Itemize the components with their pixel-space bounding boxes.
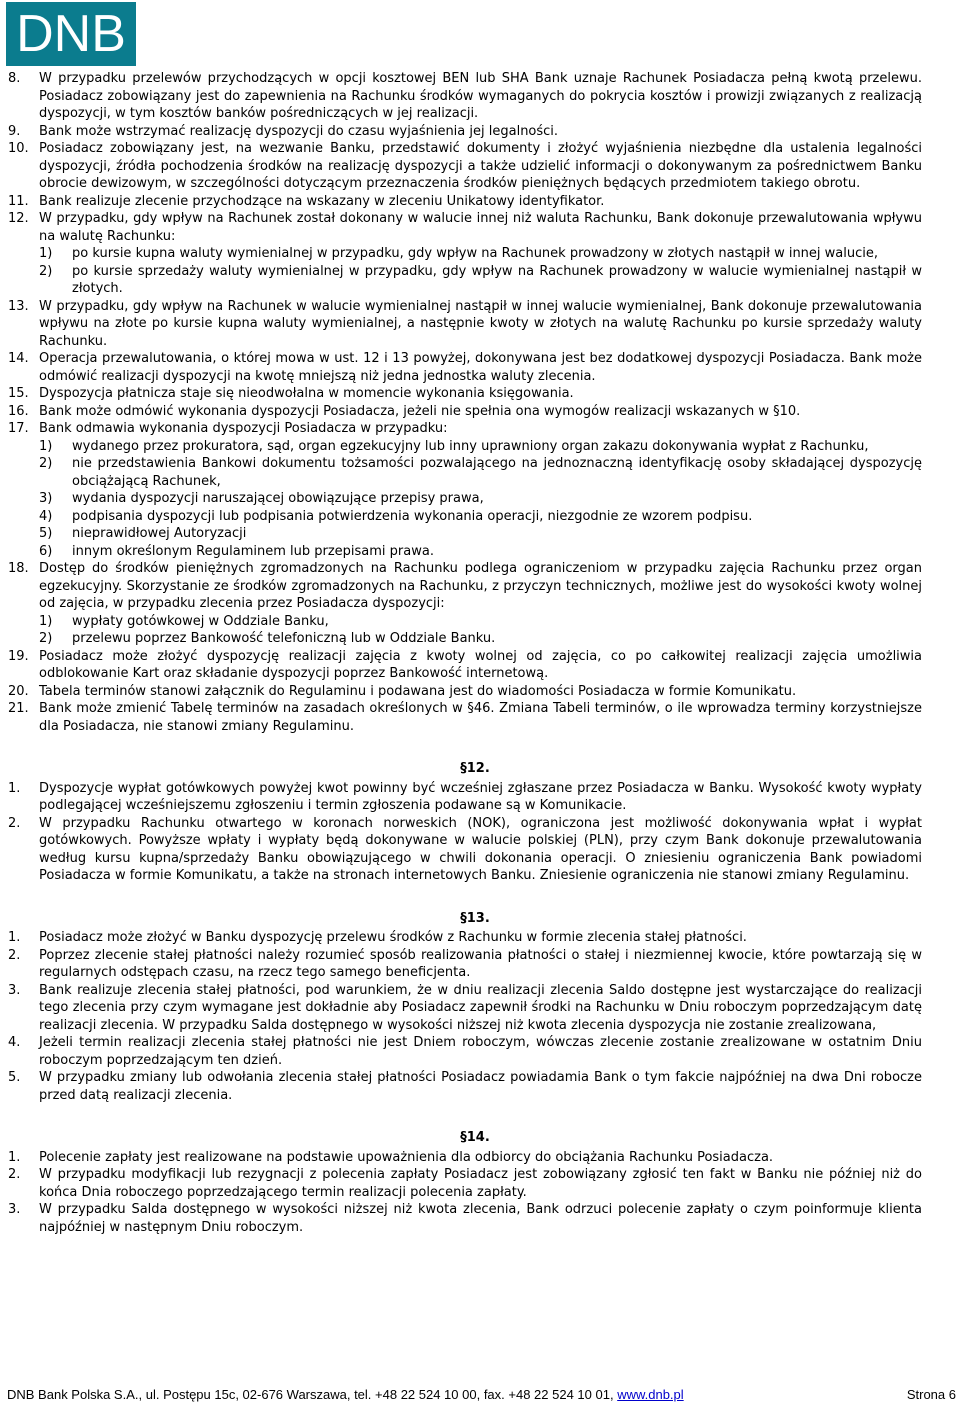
numbered-paragraph <box>8 982 922 1035</box>
numbered-paragraph <box>8 140 922 193</box>
paragraph-text: W przypadku Rachunku otwartego w koronach norweskich (NOK), ograniczona jest możliwość dokonywania wpłat i wypłat gotówkowych. Powyższe wpłaty i wypłaty będą dokonywane w walucie polskiej (PLN), przy czym Bank dokonuje przewalutowania według kursu kupna/sprzedaży Banku obowiązującego w chwili dokonania operacji. O zniesieniu ograniczenia Bank powiadomi Posiadacza w formie Komunikatu, a także na stronach internetowych Banku. Zniesienie ograniczenia nie stanowi zmiany Regulaminu. <box>39 815 922 883</box>
numbered-paragraph <box>8 403 922 421</box>
sub-point-text: przelewu poprzez Bankowość telefoniczną lub w Oddziale Banku. <box>72 631 496 646</box>
section-heading: §12. <box>460 761 490 776</box>
paragraph-number: 1. <box>8 780 21 796</box>
page-number: Strona 6 <box>906 1387 956 1402</box>
numbered-paragraph <box>8 420 922 560</box>
dnb-logo <box>6 2 136 66</box>
sub-point-number: 1) <box>39 613 53 629</box>
paragraph-number: 21. <box>8 701 29 716</box>
paragraph-number: 10. <box>8 141 29 156</box>
paragraph-text: Bank realizuje zlecenie przychodzące na wskazany w zleceniu Unikatowy identyfikator. <box>39 193 605 209</box>
sub-point-number: 6) <box>39 543 53 559</box>
sub-point <box>39 630 922 648</box>
numbered-paragraph <box>8 350 922 385</box>
sub-point-number: 1) <box>39 438 53 454</box>
sub-point-text: wydanego przez prokuratora, sąd, organ egzekucyjny lub inny uprawniony organ zakazu dokonywania wypłat z Rachunku, <box>72 438 869 454</box>
paragraph-number: 12. <box>8 211 29 226</box>
paragraph-text: W przypadku przelewów przychodzących w opcji kosztowej BEN lub SHA Bank uznaje Rachunek Posiadacza pełną kwotą przelewu. Posiadacz zobowiązany jest do zapewnienia na Rachunku środków wymaganych do pokrycia kosztów i prowizji związanych z realizacją dyspozycji, w tym kosztów banków pośredniczących w jej realizacji. <box>39 71 922 121</box>
footer-website-link[interactable]: www.dnb.pl <box>617 1387 684 1402</box>
paragraph-number: 3. <box>8 982 21 998</box>
paragraph-text: Dyspozycja płatnicza staje się nieodwołalna w momencie wykonania księgowania. <box>39 386 574 401</box>
sub-point <box>39 263 922 298</box>
paragraph-number: 17. <box>8 421 29 436</box>
paragraph-number: 4. <box>8 1035 21 1050</box>
sub-point <box>39 490 922 508</box>
paragraph-number: 15. <box>8 386 29 401</box>
document-body <box>8 70 922 1236</box>
sub-point-number: 3) <box>39 491 53 506</box>
paragraph-text: W przypadku zmiany lub odwołania zlecenia stałej płatności Posiadacz powiadamia Bank o tym fakcie najpóźniej na dwa Dni robocze przed datą realizacji zlecenia. <box>39 1070 922 1103</box>
numbered-paragraph <box>8 298 922 351</box>
paragraph-text: W przypadku Salda dostępnego w wysokości niższej niż kwota zlecenia, Bank odrzuci polecenie zapłaty o czym poinformuje klienta najpóźniej w następnym Dniu roboczym. <box>39 1202 922 1235</box>
numbered-paragraph <box>8 929 922 947</box>
sub-point-text: wydania dyspozycji naruszającej obowiązujące przepisy prawa, <box>72 491 484 506</box>
paragraph-number: 20. <box>8 683 29 699</box>
paragraph-text: Posiadacz zobowiązany jest, na wezwanie Banku, przedstawić dokumenty i złożyć wyjaśnienia niezbędne dla ustalenia legalności dyspozycji, źródła pochodzenia środków na realizację dyspozycji a także udzielić informacji o dokonywanym za pośrednictwem Banku obrocie dewizowym, w szczególności dotyczącym przeznaczenia środków pieniężnych będących przedmiotem takiego obrotu. <box>39 141 922 191</box>
numbered-paragraph <box>8 1069 922 1104</box>
sub-point <box>39 438 922 456</box>
paragraph-text: Dyspozycje wypłat gotówkowych powyżej kwot powinny być wcześniej zgłaszane przez Posiadacza w Banku. Wysokość kwoty wypłaty podlegającej wcześniejszemu zgłoszeniu i termin zgłoszenia podawane są w Komunikacie. <box>39 780 922 813</box>
paragraph-text: Operacja przewalutowania, o której mowa w ust. 12 i 13 powyżej, dokonywana jest bez dodatkowej dyspozycji Posiadacza. Bank może odmówić realizacji dyspozycji na kwotę mniejszą niż jedna jednostka waluty zlecenia. <box>39 351 922 384</box>
sub-point-number: 2) <box>39 631 53 646</box>
paragraph-number: 11. <box>8 193 29 209</box>
paragraph-number: 1. <box>8 1149 21 1165</box>
sub-point-number: 5) <box>39 526 53 541</box>
paragraph-number: 14. <box>8 351 29 366</box>
paragraph-number: 2. <box>8 947 21 963</box>
paragraph-text: W przypadku modyfikacji lub rezygnacji z polecenia zapłaty Posiadacz jest zobowiązany zgłosić ten fakt w Banku nie później niż do końca Dnia roboczego poprzedzającego termin realizacji polecenia zapłaty. <box>39 1167 922 1200</box>
sub-point <box>39 508 922 526</box>
paragraph-number: 19. <box>8 648 29 664</box>
paragraph-text: Dostęp do środków pieniężnych zgromadzonych na Rachunku podlega ograniczeniom w przypadku zajęcia Rachunku przez organ egzekucyjny. Skorzystanie ze środków zgromadzonych na Rachunku, z przyczyn technicznych, możliwe jest do wysokości kwoty wolnej od zajęcia, w przypadku zlecenia przez Posiadacza dyspozycji: <box>39 561 922 611</box>
paragraph-text: Bank realizuje zlecenia stałej płatności, pod warunkiem, że w dniu realizacji zlecenia Saldo dostępne jest wystarczające do realizacji tego zlecenia przy czym wymagane jest dokładnie aby Posiadacz zapewnił środki na Rachunku w Dniu roboczym poprzedzającym datę realizacji zlecenia. W przypadku Salda dostępnego w wysokości niższej niż kwota zlecenia dyspozycja nie zostanie zrealizowana, <box>39 982 922 1033</box>
footer-address-line <box>7 1386 684 1404</box>
numbered-paragraph <box>8 210 922 298</box>
paragraph-text: Polecenie zapłaty jest realizowane na podstawie upoważnienia dla odbiorcy do obciążania Rachunku Posiadacza. <box>39 1149 774 1165</box>
numbered-paragraph <box>8 560 922 648</box>
sub-point-text: nie przedstawienia Bankowi dokumentu tożsamości pozwalającego na jednoznaczną identyfikację osoby składającej dyspozycję obciążającą Rachunek, <box>72 456 922 489</box>
paragraph-text: W przypadku, gdy wpływ na Rachunek w walucie wymienialnej nastąpił w innej walucie wymienialnej, Bank dokonuje przewalutowania wpływu na złote po kursie kupna waluty wymienialnej, a następnie kwoty w złotych na walutę Rachunku po kursie sprzedaży waluty Rachunku. <box>39 298 922 349</box>
numbered-paragraph <box>8 815 922 885</box>
sub-point-number: 2) <box>39 263 53 279</box>
paragraph-number: 2. <box>8 1167 21 1182</box>
paragraph-number: 16. <box>8 403 29 419</box>
sub-point-number: 2) <box>39 456 53 471</box>
footer-address: DNB Bank Polska S.A., ul. Postępu 15c, 02-676 Warszawa, tel. +48 22 524 10 00, fax. +48 22 524 10 01, <box>7 1387 618 1402</box>
sub-point-text: innym określonym Regulaminem lub przepisami prawa. <box>72 543 434 559</box>
numbered-paragraph <box>8 70 922 123</box>
sub-point-text: wypłaty gotówkowej w Oddziale Banku, <box>72 613 329 629</box>
section-heading: §13. <box>460 910 490 926</box>
paragraph-number: 8. <box>8 71 21 86</box>
dnb-logo-mark <box>6 2 136 66</box>
paragraph-number: 2. <box>8 815 21 831</box>
numbered-paragraph <box>8 123 922 141</box>
paragraph-text: Bank może odmówić wykonania dyspozycji Posiadacza, jeżeli nie spełnia ona wymogów realizacji wskazanych w §10. <box>39 403 801 419</box>
paragraph-number: 9. <box>8 123 21 139</box>
paragraph-number: 5. <box>8 1070 21 1085</box>
numbered-paragraph <box>8 1149 922 1167</box>
numbered-paragraph <box>8 648 922 683</box>
sub-point-text: po kursie sprzedaży waluty wymienialnej w przypadku, gdy wpływ na Rachunek prowadzony w walucie wymienialnej nastąpił w złotych. <box>72 263 922 296</box>
paragraph-text: Posiadacz może złożyć w Banku dyspozycję przelewu środków z Rachunku w formie zlecenia stałej płatności. <box>39 930 747 945</box>
paragraph-number: 13. <box>8 298 29 314</box>
page-footer <box>7 1386 956 1404</box>
numbered-paragraph <box>8 683 922 701</box>
sub-point <box>39 525 922 543</box>
numbered-paragraph <box>8 385 922 403</box>
numbered-paragraph <box>8 1166 922 1201</box>
sub-point-text: po kursie kupna waluty wymienialnej w przypadku, gdy wpływ na Rachunek prowadzony w złotych nastąpił w innej walucie, <box>72 246 878 261</box>
paragraph-text: Bank może zmienić Tabelę terminów na zasadach określonych w §46. Zmiana Tabeli terminów, o ile wprowadza terminy korzystniejsze dla Posiadacza, nie stanowi zmiany Regulaminu. <box>39 701 922 734</box>
sub-point-number: 1) <box>39 246 53 261</box>
sub-point-number: 4) <box>39 508 53 524</box>
paragraph-text: W przypadku, gdy wpływ na Rachunek został dokonany w walucie innej niż waluta Rachunku, Bank dokonuje przewalutowania wpływu na walutę Rachunku: <box>39 211 922 244</box>
paragraph-text: Jeżeli termin realizacji zlecenia stałej płatności nie jest Dniem roboczym, wówczas zlecenie zostanie zrealizowane w ostatnim Dniu roboczym poprzedzającym ten dzień. <box>39 1035 922 1068</box>
section-heading: §14. <box>460 1130 490 1145</box>
paragraph-text: Bank może wstrzymać realizację dyspozycji do czasu wyjaśnienia jej legalności. <box>39 123 559 139</box>
paragraph-text: Bank odmawia wykonania dyspozycji Posiadacza w przypadku: <box>39 421 448 436</box>
numbered-paragraph <box>8 1034 922 1069</box>
paragraph-number: 18. <box>8 561 29 576</box>
numbered-paragraph <box>8 700 922 735</box>
sub-point-text: podpisania dyspozycji lub podpisania potwierdzenia wykonania operacji, niezgodnie ze wzorem podpisu. <box>72 508 753 524</box>
sub-point <box>39 245 922 263</box>
sub-point <box>39 543 922 561</box>
sub-point-text: nieprawidłowej Autoryzacji <box>72 526 247 541</box>
paragraph-number: 3. <box>8 1202 21 1217</box>
paragraph-text: Poprzez zlecenie stałej płatności należy rozumieć sposób realizowania płatności o stałej i niezmiennej kwocie, które powtarzają się w regularnych odstępach czasu, na rzecz tego samego beneficjenta. <box>39 947 922 980</box>
sub-point <box>39 455 922 490</box>
paragraph-text: Posiadacz może złożyć dyspozycję realizacji zajęcia z kwoty wolnej od zajęcia, co po całkowitej realizacji zajęcia umożliwia odblokowanie Kart oraz składanie dyspozycji poprzez Bankowość internetową. <box>39 648 922 681</box>
dnb-logo-text: DNB <box>16 5 126 63</box>
numbered-paragraph <box>8 1201 922 1236</box>
numbered-paragraph <box>8 780 922 815</box>
paragraph-text: Tabela terminów stanowi załącznik do Regulaminu i podawana jest do wiadomości Posiadacza w formie Komunikatu. <box>39 683 797 699</box>
numbered-paragraph <box>8 947 922 982</box>
numbered-paragraph <box>8 193 922 211</box>
sub-point <box>39 613 922 631</box>
paragraph-number: 1. <box>8 930 21 945</box>
